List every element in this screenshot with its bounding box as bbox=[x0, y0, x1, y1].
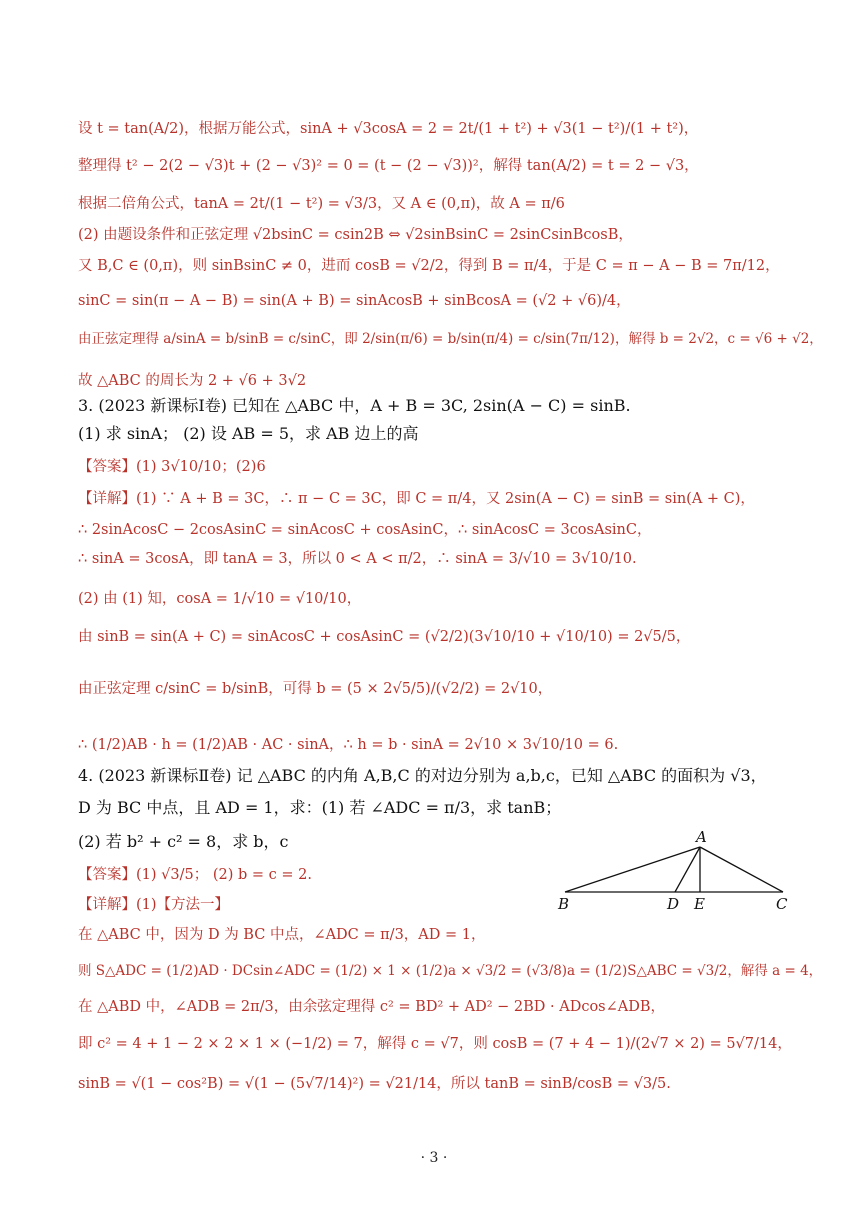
text-line: 【答案】(1) √3/5； (2) b = c = 2. bbox=[78, 867, 312, 883]
text-line: 设 t = tan(A/2)，根据万能公式，sinA + √3cosA = 2 = 2t/(1 + t²) + √3(1 − t²)/(1 + t²)， bbox=[78, 121, 699, 137]
text-line: 即 c² = 4 + 1 − 2 × 2 × 1 × (−1/2) = 7，解得 c = √7，则 cosB = (7 + 4 − 1)/(2√7 × 2) = 5√7/14， bbox=[78, 1036, 792, 1052]
text-line: (1) 求 sinA； (2) 设 AB = 5，求 AB 边上的高 bbox=[78, 424, 419, 443]
text-line: sinB = √(1 − cos²B) = √(1 − (5√7/14)²) = √21/14，所以 tanB = sinB/cosB = √3/5. bbox=[78, 1076, 671, 1092]
label-e: E bbox=[694, 895, 705, 913]
text-line: 4. (2023 新课标Ⅱ卷) 记 △ABC 的内角 A,B,C 的对边分别为 a,b,c，已知 △ABC 的面积为 √3， bbox=[78, 766, 767, 785]
label-d: D bbox=[667, 895, 680, 913]
page-number: · 3 · bbox=[420, 1150, 448, 1166]
text-line: 又 B,C ∈ (0,π)，则 sinBsinC ≠ 0，进而 cosB = √2/2，得到 B = π/4，于是 C = π − A − B = 7π/12， bbox=[78, 258, 780, 274]
text-line: 由正弦定理得 a/sinA = b/sinB = c/sinC，即 2/sin(π/6) = b/sin(π/4) = c/sin(7π/12)，解得 b = 2√2，c = √6 + √2， bbox=[78, 331, 823, 347]
text-line: 由 sinB = sin(A + C) = sinAcosC + cosAsinC = (√2/2)(3√10/10 + √10/10) = 2√5/5， bbox=[78, 629, 691, 645]
text-line: 【答案】(1) 3√10/10；(2)6 bbox=[78, 459, 266, 475]
text-line: 在 △ABC 中，因为 D 为 BC 中点，∠ADC = π/3，AD = 1， bbox=[78, 927, 486, 943]
label-b: B bbox=[558, 895, 570, 913]
text-line: 则 S△ADC = (1/2)AD · DCsin∠ADC = (1/2) × 1 × (1/2)a × √3/2 = (√3/8)a = (1/2)S△ABC = √3/2，解得 a = 4， bbox=[78, 963, 823, 979]
text-line: 根据二倍角公式，tanA = 2t/(1 − t²) = √3/3，又 A ∈ (0,π)，故 A = π/6 bbox=[78, 196, 565, 212]
triangle-diagram bbox=[555, 825, 795, 915]
label-c: C bbox=[776, 895, 788, 913]
text-line: 由正弦定理 c/sinC = b/sinB，可得 b = (5 × 2√5/5)/(√2/2) = 2√10， bbox=[78, 681, 553, 697]
text-line: ∴ sinA = 3cosA，即 tanA = 3，所以 0 < A < π/2，∴ sinA = 3/√10 = 3√10/10. bbox=[78, 551, 637, 567]
text-line: (2) 若 b² + c² = 8，求 b，c bbox=[78, 832, 289, 851]
text-line: 3. (2023 新课标Ⅰ卷) 已知在 △ABC 中，A + B = 3C, 2sin(A − C) = sinB. bbox=[78, 396, 631, 415]
text-line: 【详解】(1)【方法一】 bbox=[78, 897, 230, 913]
text-line: ∴ 2sinAcosC − 2cosAsinC = sinAcosC + cosAsinC，∴ sinAcosC = 3cosAsinC， bbox=[78, 522, 652, 538]
text-line: 整理得 t² − 2(2 − √3)t + (2 − √3)² = 0 = (t − (2 − √3))²，解得 tan(A/2) = t = 2 − √3， bbox=[78, 158, 699, 174]
text-line: ∴ (1/2)AB · h = (1/2)AB · AC · sinA，∴ h = b · sinA = 2√10 × 3√10/10 = 6. bbox=[78, 737, 619, 753]
text-line: 在 △ABD 中，∠ADB = 2π/3，由余弦定理得 c² = BD² + AD² − 2BD · ADcos∠ADB， bbox=[78, 999, 666, 1015]
text-line: (2) 由题设条件和正弦定理 √2bsinC = csin2B ⇔ √2sinBsinC = 2sinCsinBcosB， bbox=[78, 227, 633, 243]
side-ab bbox=[565, 847, 700, 892]
text-line: (2) 由 (1) 知，cosA = 1/√10 = √10/10， bbox=[78, 591, 362, 607]
label-a: A bbox=[696, 828, 707, 846]
text-line: D 为 BC 中点，且 AD = 1，求：(1) 若 ∠ADC = π/3，求 tanB； bbox=[78, 798, 562, 817]
text-line: 【详解】(1) ∵ A + B = 3C，∴ π − C = 3C，即 C = π/4，又 2sin(A − C) = sinB = sin(A + C)， bbox=[78, 491, 755, 507]
text-line: 故 △ABC 的周长为 2 + √6 + 3√2 bbox=[78, 373, 307, 389]
side-ac bbox=[700, 847, 783, 892]
text-line: sinC = sin(π − A − B) = sin(A + B) = sinAcosB + sinBcosA = (√2 + √6)/4， bbox=[78, 293, 631, 309]
